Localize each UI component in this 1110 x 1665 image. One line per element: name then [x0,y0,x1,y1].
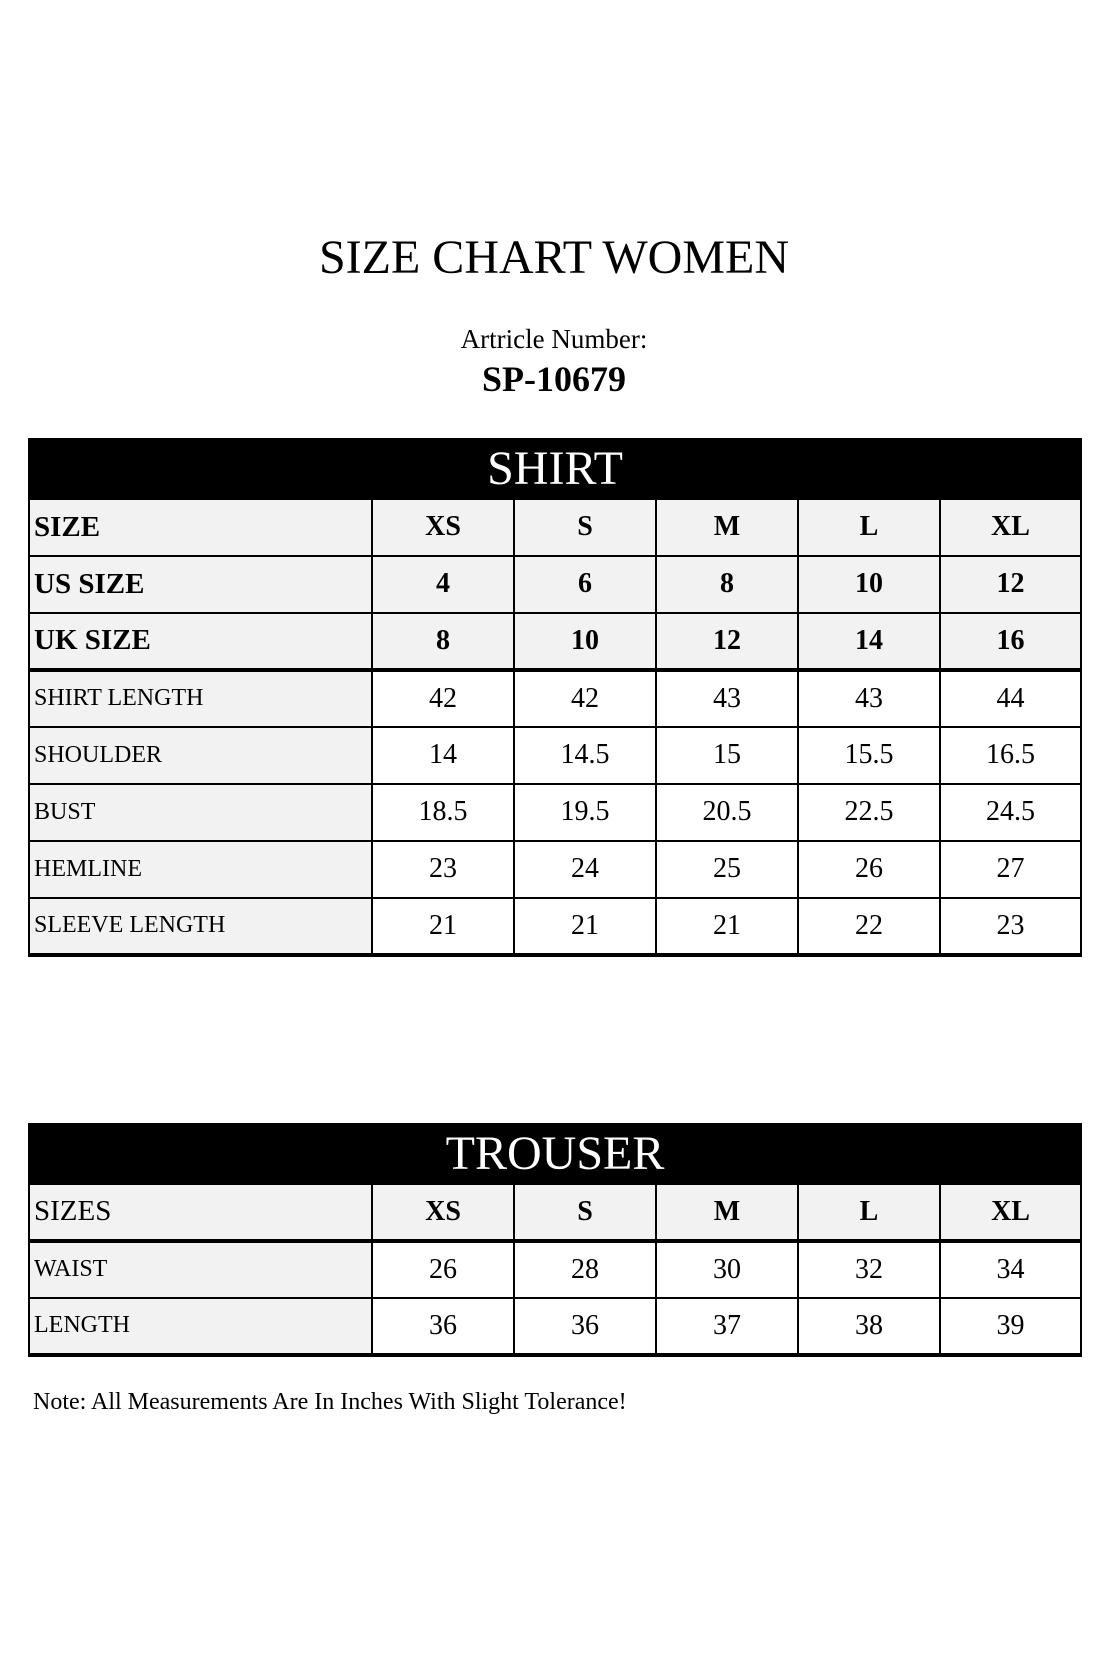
size-chart-page [28,0,1080,1417]
cell: 15 [656,727,798,784]
table-row-bust [29,784,1081,841]
cell: 25 [656,841,798,898]
cell: 4 [372,556,514,613]
cell: 32 [798,1241,940,1298]
table-row-sizes [29,1184,1081,1241]
cell: XL [940,499,1081,556]
cell: 37 [656,1298,798,1355]
cell: 24.5 [940,784,1081,841]
table-row-shoulder [29,727,1081,784]
cell: XS [372,499,514,556]
cell: 23 [372,841,514,898]
cell: 22 [798,898,940,955]
cell: 42 [514,670,656,727]
cell: 6 [514,556,656,613]
measurement-note: Note: All Measurements Are In Inches With Slight Tolerance! [33,1388,627,1415]
shirt-table-title-row [29,439,1081,499]
cell: 21 [372,898,514,955]
shirt-table-title: SHIRT [29,439,1081,499]
table-row-length [29,1298,1081,1355]
table-row-hemline [29,841,1081,898]
cell: 44 [940,670,1081,727]
cell: 15.5 [798,727,940,784]
cell: 36 [372,1298,514,1355]
row-label: WAIST [29,1241,372,1298]
cell: XS [372,1184,514,1241]
trouser-size-table [28,1123,1082,1357]
cell: 19.5 [514,784,656,841]
cell: 8 [656,556,798,613]
cell: 43 [798,670,940,727]
cell: 23 [940,898,1081,955]
table-row-sleeve-length [29,898,1081,955]
cell: 8 [372,613,514,670]
cell: 30 [656,1241,798,1298]
table-row-shirt-length [29,670,1081,727]
cell: M [656,499,798,556]
cell: 28 [514,1241,656,1298]
cell: 34 [940,1241,1081,1298]
cell: 14 [798,613,940,670]
cell: 18.5 [372,784,514,841]
cell: 26 [372,1241,514,1298]
article-number-label: Artricle Number: [460,324,648,355]
cell: 43 [656,670,798,727]
cell: S [514,1184,656,1241]
cell: 14 [372,727,514,784]
cell: 10 [514,613,656,670]
row-label: LENGTH [29,1298,372,1355]
row-label: BUST [29,784,372,841]
cell: 21 [656,898,798,955]
article-number-value: SP-10679 [482,358,626,399]
trouser-table-title-row [29,1124,1081,1184]
table-row-waist [29,1241,1081,1298]
cell: 14.5 [514,727,656,784]
row-label: SIZE [29,499,372,556]
trouser-table-title: TROUSER [29,1124,1081,1184]
cell: 21 [514,898,656,955]
shirt-size-table [28,438,1082,957]
cell: 10 [798,556,940,613]
table-row-size [29,499,1081,556]
cell: 16.5 [940,727,1081,784]
cell: 12 [656,613,798,670]
cell: 36 [514,1298,656,1355]
row-label: UK SIZE [29,613,372,670]
table-row-us-size [29,556,1081,613]
row-label: SHOULDER [29,727,372,784]
row-label: US SIZE [29,556,372,613]
page-title: SIZE CHART WOMEN [318,231,789,284]
cell: L [798,499,940,556]
cell: 42 [372,670,514,727]
cell: 16 [940,613,1081,670]
cell: L [798,1184,940,1241]
cell: S [514,499,656,556]
cell: 39 [940,1298,1081,1355]
row-label: HEMLINE [29,841,372,898]
cell: 24 [514,841,656,898]
row-label: SLEEVE LENGTH [29,898,372,955]
cell: 22.5 [798,784,940,841]
row-label: SIZES [29,1184,372,1241]
cell: 20.5 [656,784,798,841]
cell: 27 [940,841,1081,898]
table-row-uk-size [29,613,1081,670]
cell: 26 [798,841,940,898]
cell: M [656,1184,798,1241]
cell: 38 [798,1298,940,1355]
cell: XL [940,1184,1081,1241]
cell: 12 [940,556,1081,613]
row-label: SHIRT LENGTH [29,670,372,727]
